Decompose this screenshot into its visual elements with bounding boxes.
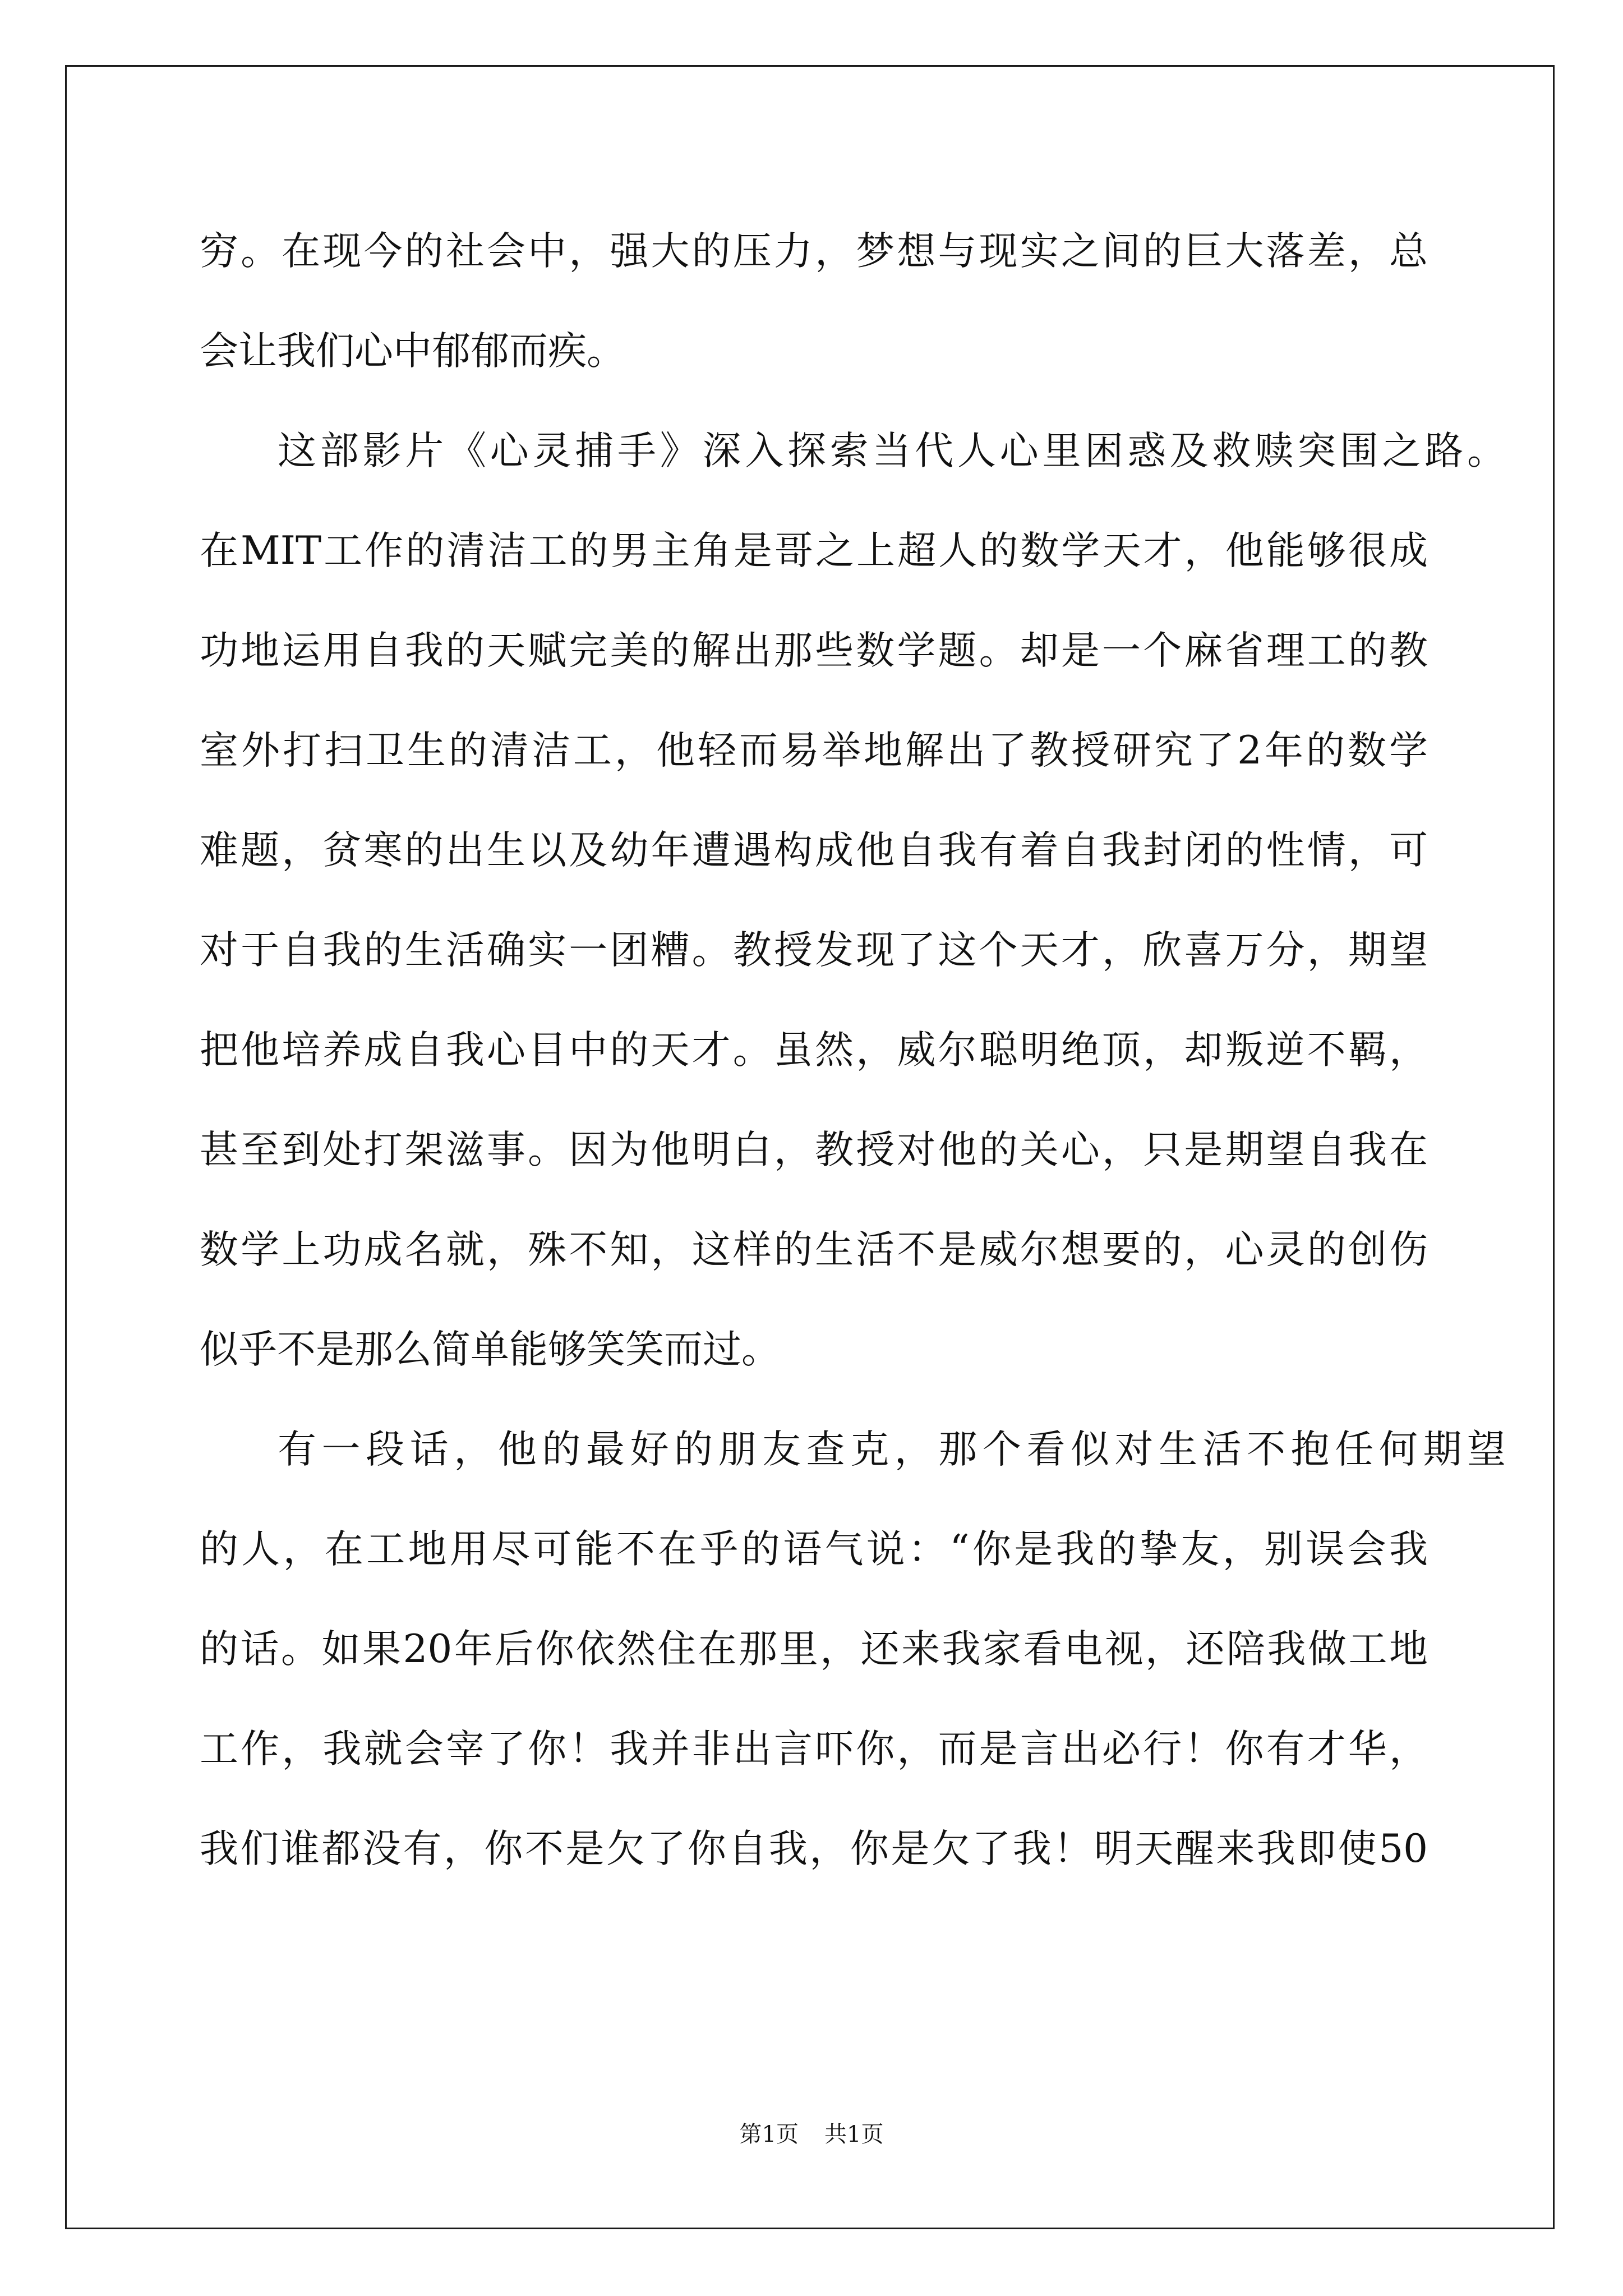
text-line: 穷。在现今的社会中，强大的压力，梦想与现实之间的巨大落差，总	[200, 229, 1428, 274]
text-line: 的话。如果20年后你依然住在那里，还来我家看电视，还陪我做工地	[200, 1627, 1428, 1672]
text-line: 这部影片《心灵捕手》深入探索当代人心里困惑及救赎突围之路。	[278, 429, 1506, 473]
text-line: 的人，在工地用尽可能不在乎的语气说：“你是我的挚友，别误会我	[200, 1527, 1428, 1572]
text-line: 工作，我就会宰了你！我并非出言吓你，而是言出必行！你有才华，	[200, 1727, 1428, 1772]
text-line: 会让我们心中郁郁而疾。	[200, 329, 625, 374]
text-line: 室外打扫卫生的清洁工，他轻而易举地解出了教授研究了2年的数学	[200, 728, 1428, 773]
text-line: 在MIT工作的清洁工的男主角是哥之上超人的数学天才，他能够很成	[200, 528, 1428, 573]
text-line: 对于自我的生活确实一团糟。教授发现了这个天才，欣喜万分，期望	[200, 928, 1428, 973]
text-line: 甚至到处打架滋事。因为他明白，教授对他的关心，只是期望自我在	[200, 1128, 1428, 1172]
page-total: 共1页	[824, 2122, 884, 2147]
text-line: 难题，贫寒的出生以及幼年遭遇构成他自我有着自我封闭的性情，可	[200, 828, 1428, 873]
text-line: 我们谁都没有，你不是欠了你自我，你是欠了我！明天醒来我即使50	[200, 1826, 1428, 1871]
page-number: 第1页	[739, 2122, 799, 2147]
page-footer	[0, 2118, 1623, 2151]
text-line: 数学上功成名就，殊不知，这样的生活不是威尔想要的，心灵的创伤	[200, 1227, 1428, 1272]
text-line: 功地运用自我的天赋完美的解出那些数学题。却是一个麻省理工的教	[200, 628, 1428, 673]
text-line: 有一段话，他的最好的朋友查克，那个看似对生活不抱任何期望	[278, 1427, 1506, 1472]
text-line: 似乎不是那么简单能够笑笑而过。	[200, 1327, 780, 1372]
text-line: 把他培养成自我心目中的天才。虽然，威尔聪明绝顶，却叛逆不羁，	[200, 1028, 1428, 1073]
